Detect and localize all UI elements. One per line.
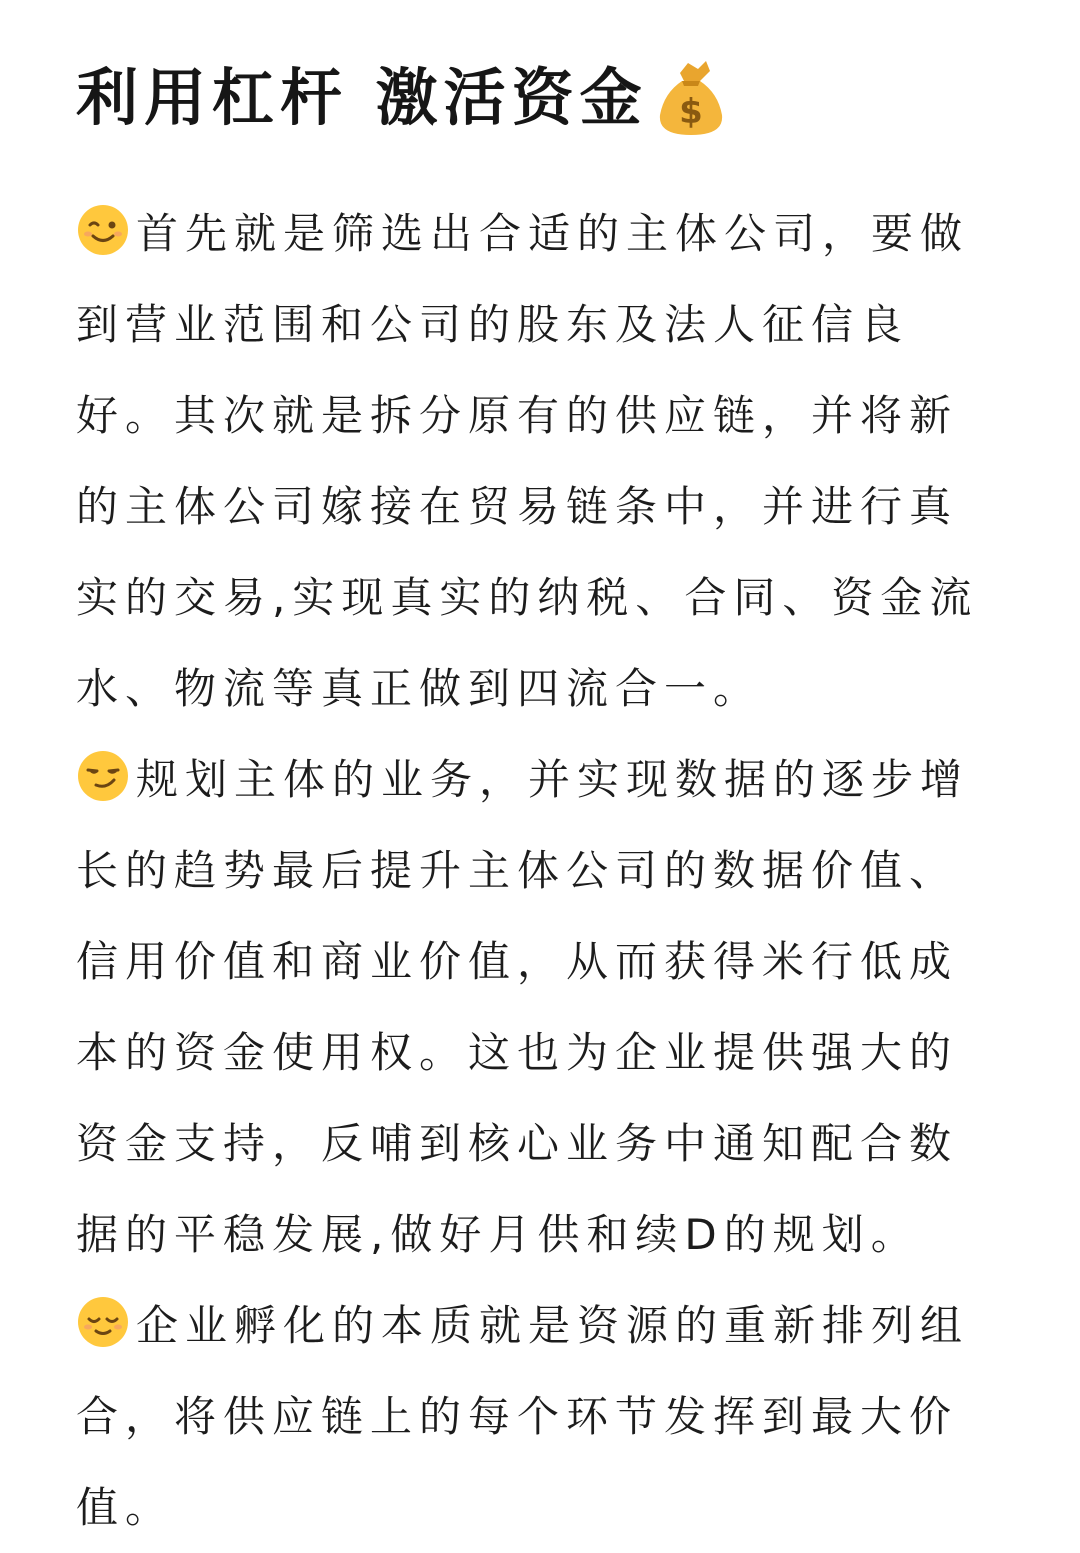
- svg-text:$: $: [678, 92, 703, 132]
- paragraph-2-text: 规划主体的业务，并实现数据的逐步增长的趋势最后提升主体公司的数据价值、信用价值和商业价值，从而获得米行低成本的资金使用权。这也为企业提供强大的资金支持，反哺到核心业务中通知配合数据的平稳发展,做好月供和续D的规划。: [76, 755, 970, 1259]
- paragraph-2: [76, 734, 1006, 1280]
- winking-face-icon: [76, 197, 130, 251]
- paragraph-1-text: 首先就是筛选出合适的主体公司，要做到营业范围和公司的股东及法人征信良好。其次就是拆分原有的供应链，并将新的主体公司嫁接在贸易链条中，并进行真实的交易,实现真实的纳税、合同、资金流水、物流等真正做到四流合一。: [76, 209, 979, 713]
- paragraph-3-text: 企业孵化的本质就是资源的重新排列组合，将供应链上的每个环节发挥到最大价值。: [76, 1301, 970, 1532]
- title-row: [76, 58, 728, 138]
- smirking-face-icon: [76, 743, 130, 797]
- page-title: 利用杠杆 激活资金: [76, 61, 648, 134]
- paragraph-3: [76, 1280, 1006, 1553]
- paragraph-1: [76, 188, 1006, 734]
- note-body: [76, 188, 1006, 1553]
- money-bag-icon: [654, 59, 728, 137]
- relieved-face-icon: [76, 1289, 130, 1343]
